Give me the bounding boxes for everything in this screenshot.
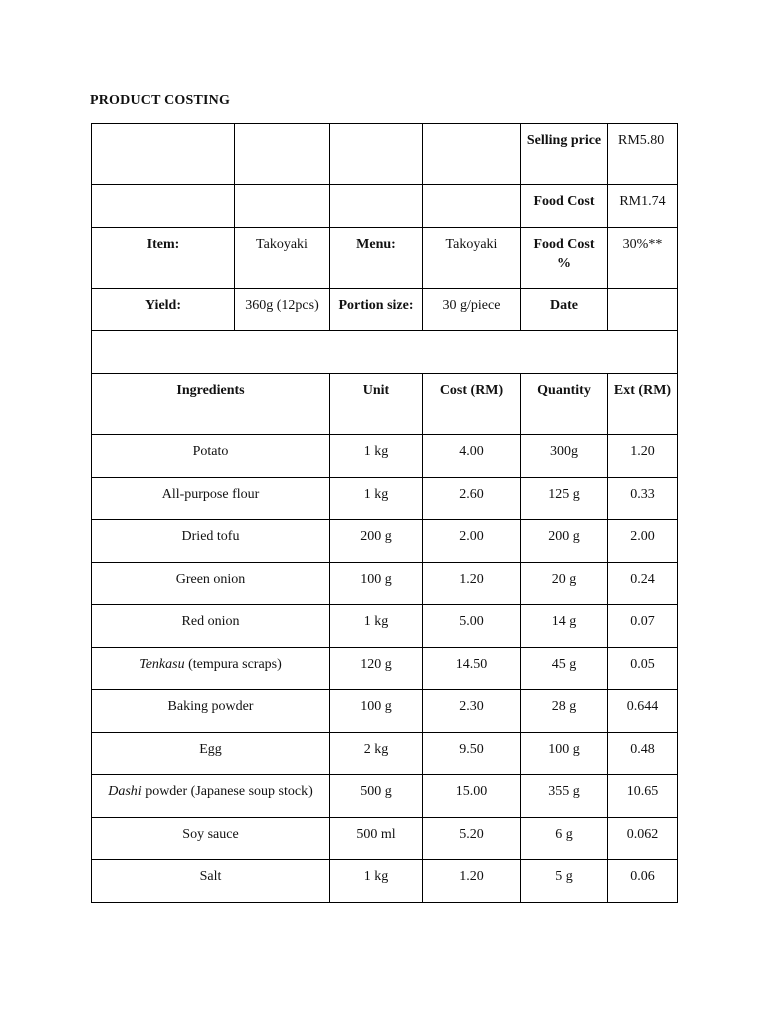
table-row	[92, 732, 678, 775]
ingredient-name-text: (tempura scraps)	[184, 656, 282, 672]
food-cost-row	[92, 185, 678, 228]
ingredient-name-text: Green onion	[175, 571, 246, 587]
selling-price-value: RM5.80	[608, 124, 678, 185]
ingredients-header: Ingredients	[92, 374, 330, 435]
unit-cell: 120 g	[330, 647, 423, 690]
ext-cell: 10.65	[608, 775, 678, 818]
selling-price-row	[92, 124, 678, 185]
unit-cell: 200 g	[330, 520, 423, 563]
empty-cell	[330, 185, 423, 228]
quantity-cell: 125 g	[521, 477, 608, 520]
quantity-cell: 200 g	[521, 520, 608, 563]
ext-cell: 2.00	[608, 520, 678, 563]
ingredient-name-text: Salt	[199, 869, 222, 884]
table-row	[92, 477, 678, 520]
table-row	[92, 435, 678, 478]
ingredient-name-text: Dried tofu	[181, 529, 240, 544]
ingredient-name	[92, 732, 330, 775]
portion-size-label: Portion size:	[330, 288, 423, 331]
ingredient-name	[92, 690, 330, 733]
document-title: PRODUCT COSTING	[90, 93, 231, 108]
empty-cell	[235, 124, 330, 185]
ingredient-name	[92, 817, 330, 860]
quantity-cell: 14 g	[521, 605, 608, 648]
ingredient-name-text: Red onion	[181, 614, 240, 629]
unit-cell: 500 ml	[330, 817, 423, 860]
date-label: Date	[521, 288, 608, 331]
item-row	[92, 227, 678, 288]
cost-header: Cost (RM)	[423, 374, 521, 435]
ext-cell: 0.48	[608, 732, 678, 775]
empty-cell	[330, 124, 423, 185]
ingredient-name-text: Egg	[199, 741, 222, 757]
yield-row	[92, 288, 678, 331]
cost-cell: 9.50	[423, 732, 521, 775]
column-header-row	[92, 374, 678, 435]
ingredient-name	[92, 860, 330, 903]
food-cost-percent-label: Food Cost %	[521, 227, 608, 288]
unit-cell: 100 g	[330, 690, 423, 733]
cost-cell: 4.00	[423, 435, 521, 478]
product-costing-table	[91, 123, 678, 903]
ext-cell: 0.644	[608, 690, 678, 733]
ext-cell: 0.05	[608, 647, 678, 690]
unit-cell: 1 kg	[330, 435, 423, 478]
empty-cell	[423, 124, 521, 185]
cost-cell: 15.00	[423, 775, 521, 818]
ext-cell: 0.24	[608, 562, 678, 605]
unit-cell: 100 g	[330, 562, 423, 605]
quantity-cell: 5 g	[521, 860, 608, 903]
empty-cell	[92, 124, 235, 185]
ext-cell: 0.062	[608, 817, 678, 860]
yield-label: Yield:	[92, 288, 235, 331]
quantity-cell: 28 g	[521, 690, 608, 733]
cost-cell: 2.30	[423, 690, 521, 733]
unit-header: Unit	[330, 374, 423, 435]
cost-cell: 5.20	[423, 817, 521, 860]
ingredient-name	[92, 520, 330, 563]
table-row	[92, 647, 678, 690]
cost-cell: 14.50	[423, 647, 521, 690]
ingredient-name	[92, 775, 330, 818]
table-row	[92, 775, 678, 818]
quantity-header: Quantity	[521, 374, 608, 435]
quantity-cell: 355 g	[521, 775, 608, 818]
date-value	[608, 288, 678, 331]
spacer-row	[92, 331, 678, 374]
table-row	[92, 690, 678, 733]
empty-cell	[92, 185, 235, 228]
menu-label: Menu:	[330, 227, 423, 288]
cost-cell: 1.20	[423, 860, 521, 903]
ingredient-name-text: powder (Japanese soup stock)	[141, 784, 313, 799]
cost-cell: 2.00	[423, 520, 521, 563]
spacer-cell	[92, 331, 678, 374]
empty-cell	[235, 185, 330, 228]
table-row	[92, 562, 678, 605]
empty-cell	[423, 185, 521, 228]
ext-cell: 1.20	[608, 435, 678, 478]
ingredient-name	[92, 477, 330, 520]
food-cost-percent-value: 30%**	[608, 227, 678, 288]
unit-cell: 500 g	[330, 775, 423, 818]
ingredient-name-text: Potato	[192, 444, 229, 459]
portion-size-value: 30 g/piece	[423, 288, 521, 331]
menu-value: Takoyaki	[423, 227, 521, 288]
ingredient-name-text: Soy sauce	[182, 826, 239, 842]
quantity-cell: 100 g	[521, 732, 608, 775]
item-label: Item:	[92, 227, 235, 288]
item-value: Takoyaki	[235, 227, 330, 288]
ingredient-rows	[92, 435, 678, 903]
yield-value: 360g (12pcs)	[235, 288, 330, 331]
unit-cell: 1 kg	[330, 477, 423, 520]
unit-cell: 1 kg	[330, 860, 423, 903]
ext-cell: 0.07	[608, 605, 678, 648]
cost-cell: 5.00	[423, 605, 521, 648]
ingredient-name-text: All-purpose flour	[161, 486, 260, 502]
table-row	[92, 817, 678, 860]
ingredient-name-text: Baking powder	[167, 699, 254, 714]
table-row	[92, 605, 678, 648]
ingredient-name-italic: Tenkasu	[139, 656, 185, 672]
ingredient-name-italic: Dashi	[108, 784, 142, 799]
ingredient-name	[92, 647, 330, 690]
food-cost-value: RM1.74	[608, 185, 678, 228]
cost-cell: 1.20	[423, 562, 521, 605]
unit-cell: 1 kg	[330, 605, 423, 648]
quantity-cell: 300g	[521, 435, 608, 478]
quantity-cell: 6 g	[521, 817, 608, 860]
unit-cell: 2 kg	[330, 732, 423, 775]
quantity-cell: 45 g	[521, 647, 608, 690]
ingredient-name	[92, 605, 330, 648]
food-cost-label: Food Cost	[521, 185, 608, 228]
ext-cell: 0.06	[608, 860, 678, 903]
cost-cell: 2.60	[423, 477, 521, 520]
table-row	[92, 520, 678, 563]
quantity-cell: 20 g	[521, 562, 608, 605]
ingredient-name	[92, 435, 330, 478]
ext-header: Ext (RM)	[608, 374, 678, 435]
table-row	[92, 860, 678, 903]
ingredient-name	[92, 562, 330, 605]
selling-price-label: Selling price	[521, 124, 608, 185]
ext-cell: 0.33	[608, 477, 678, 520]
